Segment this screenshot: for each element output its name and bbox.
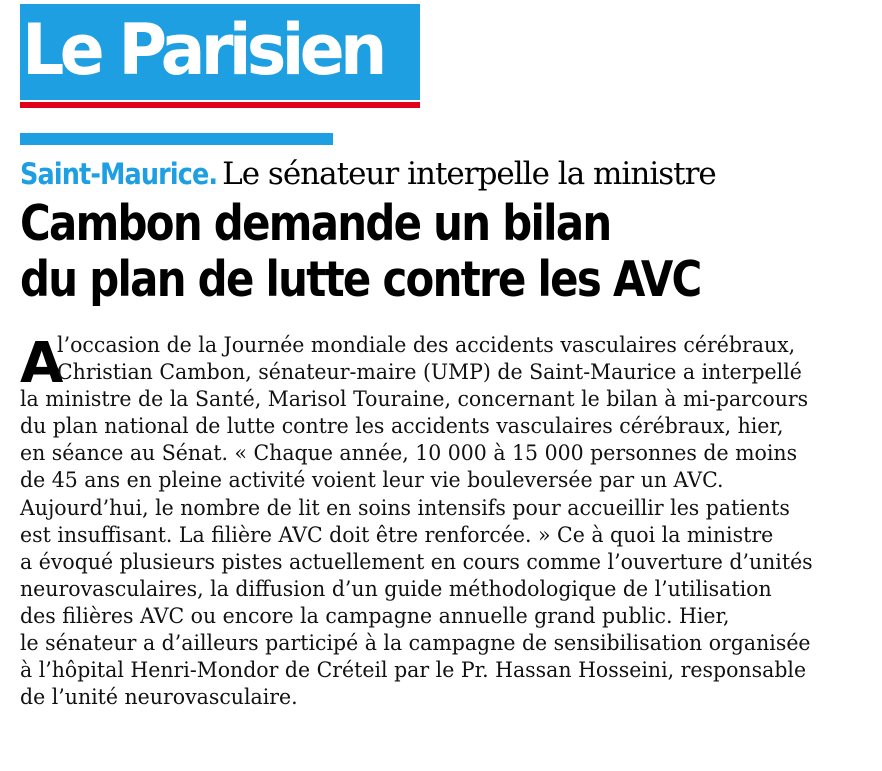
body-line: l’occasion de la Journée mondiale des accidents vasculaires cérébraux,: [57, 333, 796, 357]
kicker: [20, 155, 716, 199]
body-line: Aujourd’hui, le nombre de lit en soins intensifs pour accueillir les patients: [20, 495, 790, 520]
body-line: la ministre de la Santé, Marisol Touraine, concernant le bilan à mi-parcours: [20, 387, 809, 412]
body-line: Christian Cambon, sénateur-maire (UMP) de Saint-Maurice a interpellé: [57, 360, 802, 385]
body-line: de l’unité neurovasculaire.: [20, 685, 298, 710]
kicker-text: Le sénateur interpelle la ministre: [222, 156, 716, 192]
body-line: a évoqué plusieurs pistes actuellement en cours comme l’ouverture d’unités: [20, 549, 813, 574]
body-line: le sénateur a d’ailleurs participé à la campagne de sensibilisation organisée: [20, 631, 811, 656]
body-line: à l’hôpital Henri-Mondor de Créteil par le Pr. Hassan Hosseini, responsable: [20, 658, 807, 683]
body-line: des filières AVC ou encore la campagne annuelle grand public. Hier,: [20, 603, 730, 628]
drop-cap: A: [20, 331, 64, 396]
headline: [20, 196, 755, 308]
body-line: du plan national de lutte contre les accidents vasculaires cérébraux, hier,: [20, 414, 784, 439]
body-line: est insuffisant. La filière AVC doit être renforcée. » Ce à quoi la ministre: [20, 522, 774, 547]
kicker-place: Saint-Maurice.: [20, 157, 218, 191]
body-line: en séance au Sénat. « Chaque année, 10 000 à 15 000 personnes de moins: [20, 441, 798, 466]
headline-line: du plan de lutte contre les AVC: [20, 251, 701, 308]
body-line: de 45 ans en pleine activité voient leur vie bouleversée par un AVC.: [20, 468, 724, 493]
body-line: neurovasculaires, la diffusion d’un guide méthodologique de l’utilisation: [20, 576, 772, 601]
headline-line: Cambon demande un bilan: [20, 195, 611, 252]
article-body: [20, 332, 880, 711]
section-bar: [20, 133, 333, 145]
masthead-logo: Le Parisien: [22, 9, 383, 91]
masthead-red-rule: [20, 102, 420, 108]
